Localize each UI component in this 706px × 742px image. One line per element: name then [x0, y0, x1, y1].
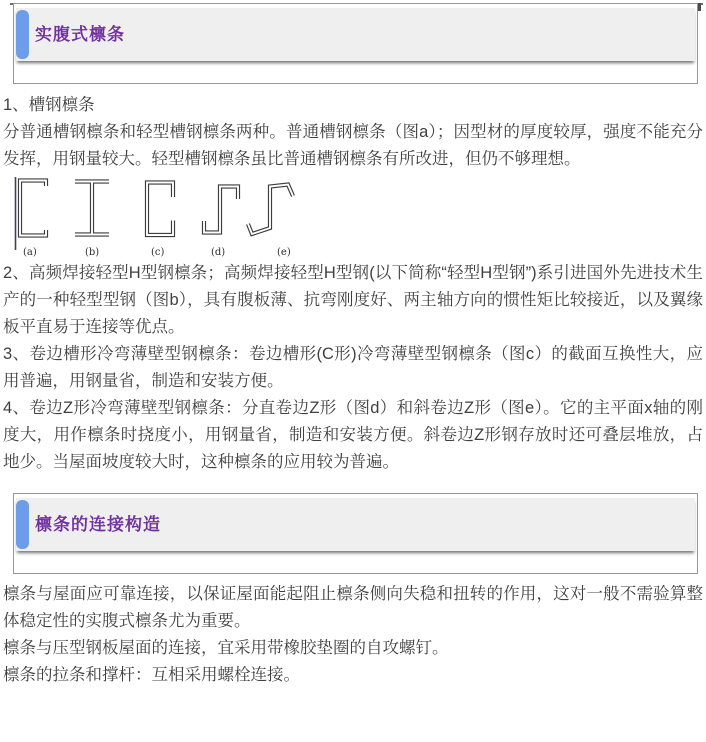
purlin-sections-figure [11, 174, 703, 260]
connection-paragraph-3: 檩条的拉条和撑杆：互相采用螺栓连接。 [3, 666, 300, 684]
figure-labels [23, 247, 291, 258]
z-straight-lip-d-shape [204, 187, 238, 233]
figure-label-c: (c) [151, 247, 165, 258]
purlin-sections-svg [11, 174, 321, 260]
section-header-bar [16, 8, 695, 61]
lipped-c-inner [147, 183, 173, 236]
item1-title: 1、槽钢檩条 [3, 96, 95, 114]
connection-paragraph-1: 檩条与屋面应可靠连接，以保证屋面能起阻止檩条侧向失稳和扭转的作用，这对一般不需验算整体稳定性的实腹式檩条尤为重要。 [3, 585, 703, 630]
figure-label-b: (b) [85, 247, 100, 258]
z-sloped-lip-e-inner [248, 185, 293, 235]
ibeam-b-inner [75, 182, 109, 235]
section-shapes-inner [20, 181, 293, 236]
blue-accent-bar [16, 500, 29, 549]
content-block-purlin-types [3, 92, 703, 476]
item4-paragraph: 4、卷边Z形冷弯薄壁型钢檩条：分直卷边Z形（图d）和斜卷边Z形（图e）。它的主平面x轴的刚度大，用作檩条时挠度小，用钢量省，制造和安装方便。斜卷边Z形钢存放时还可叠层堆放，占地少。当屋面坡度较大时，这种檩条的应用较为普遍。 [3, 399, 703, 471]
blue-accent-bar [16, 10, 29, 59]
content-block-connection [3, 581, 703, 689]
section-panel-purlin-connection [13, 493, 698, 574]
section-title-purlin-connection: 檩条的连接构造 [35, 515, 161, 534]
figure-label-a: (a) [23, 247, 37, 258]
item3-paragraph: 3、卷边槽形冷弯薄壁型钢檩条：卷边槽形(C形)冷弯薄壁型钢檩条（图c）的截面互换性大，应用普遍，用钢量省，制造和安装方便。 [3, 345, 703, 390]
connection-paragraph-2: 檩条与压型钢板屋面的连接，宜采用带橡胶垫圈的自攻螺钉。 [3, 639, 449, 657]
figure-label-e: (e) [277, 247, 291, 258]
channel-a-shape [20, 181, 46, 236]
section-title-solid-web-purlin: 实腹式檩条 [35, 25, 125, 44]
item2-paragraph: 2、高频焊接轻型H型钢檩条；高频焊接轻型H型钢(以下简称“轻型H型钢”)系引进国外先进技术生产的一种轻型型钢（图b），具有腹板薄、抗弯刚度好、两主轴方向的惯性矩比较接近，以及翼缘板平直易于连接等优点。 [3, 264, 703, 336]
section-header-bar [16, 498, 695, 551]
figure-label-d: (d) [211, 247, 226, 258]
lipped-c-shape [147, 183, 173, 236]
section-panel-solid-web-purlin [13, 3, 698, 84]
item1-paragraph: 分普通槽钢檩条和轻型槽钢檩条两种。普通槽钢檩条（图a）；因型材的厚度较厚，强度不能充分发挥，用钢量较大。轻型槽钢檩条虽比普通槽钢檩条有所改进，但仍不够理想。 [3, 123, 703, 168]
section-shapes-outline [20, 181, 293, 236]
channel-a-inner [20, 181, 46, 236]
